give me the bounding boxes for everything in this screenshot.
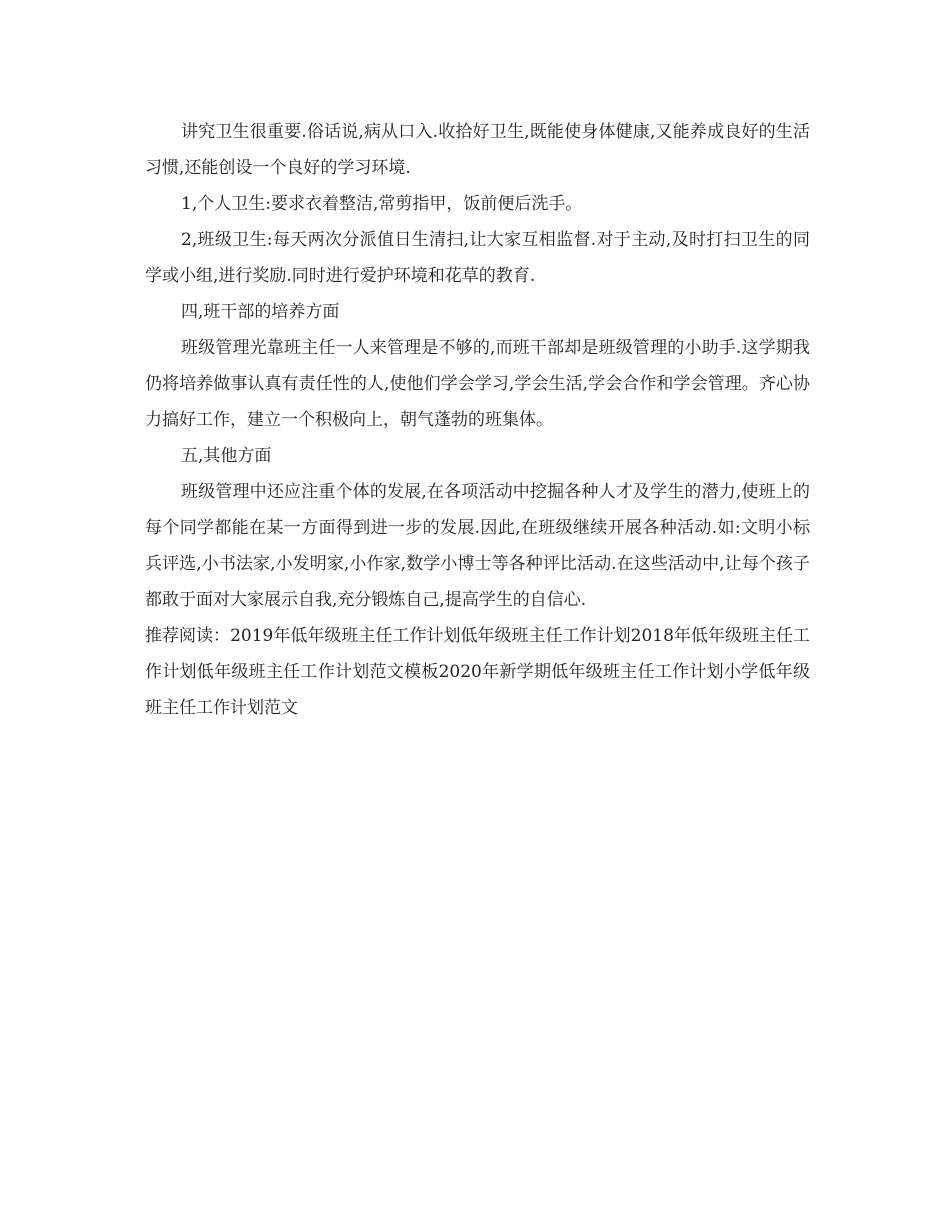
paragraph-other: 班级管理中还应注重个体的发展,在各项活动中挖掘各种人才及学生的潜力,使班上的每个同学都能在某一方面得到进一步的发展.因此,在班级继续开展各种活动.如:文明小标兵评选,小书法家,小发明家,小作家,数学小博士等各种评比活动.在这些活动中,让每个孩子都敢于面对大家展示自我,充分锻炼自己,提高学生的自信心. [145, 482, 810, 610]
paragraph-class-cadres: 班级管理光靠班主任一人来管理是不够的,而班干部却是班级管理的小助手.这学期我仍将培养做事认真有责任性的人,使他们学会学习,学会生活,学会合作和学会管理。齐心协力搞好工作，建立一个积极向上，朝气蓬勃的班集体。 [145, 338, 810, 430]
section-heading-other: 五,其他方面 [181, 446, 272, 466]
recommended-reading: 推荐阅读：2019年低年级班主任工作计划低年级班主任工作计划2018年低年级班主任工作计划低年级班主任工作计划范文模板2020年新学期低年级班主任工作计划小学低年级班主任工作计划范文 [145, 626, 810, 718]
paragraph-personal-hygiene: 1,个人卫生:要求衣着整洁,常剪指甲，饭前便后洗手。 [181, 194, 583, 214]
document-body [145, 114, 810, 726]
paragraph-class-hygiene: 2,班级卫生:每天两次分派值日生清扫,让大家互相监督.对于主动,及时打扫卫生的同学或小组,进行奖励.同时进行爱护环境和花草的教育. [145, 230, 810, 286]
section-heading-class-cadres: 四,班干部的培养方面 [181, 302, 340, 322]
paragraph-hygiene-intro: 讲究卫生很重要.俗话说,病从口入.收拾好卫生,既能使身体健康,又能养成良好的生活习惯,还能创设一个良好的学习环境. [145, 122, 810, 178]
